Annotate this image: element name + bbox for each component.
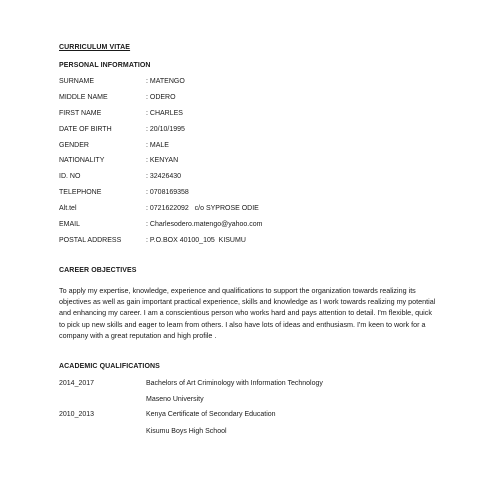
field-value-date-of-birth: : 20/10/1995 (146, 126, 185, 133)
field-value-telephone: : 0708169358 (146, 189, 189, 196)
field-label-postal-address: POSTAL ADDRESS (59, 237, 122, 244)
field-value-nationality: : KENYAN (146, 157, 179, 164)
field-label-middle-name: MIDDLE NAME (59, 94, 108, 101)
field-value-postal-address: : P.O.BOX 40100_105 KISUMU (146, 237, 246, 244)
field-value-email: : Charlesodero.matengo@yahoo.com (146, 221, 263, 228)
personal-info-heading: PERSONAL INFORMATION (59, 62, 151, 69)
field-label-email: EMAIL (59, 221, 81, 228)
field-label-id-no: ID. NO (59, 173, 81, 180)
field-value-id-no: : 32426430 (146, 173, 182, 180)
field-value-alt-tel: : 0721622092 c/o SYPROSE ODIE (146, 205, 259, 212)
academic-period: 2014_2017 (59, 380, 95, 387)
field-label-telephone: TELEPHONE (59, 189, 102, 196)
academic-institution: Maseno University (146, 396, 204, 403)
field-label-first-name: FIRST NAME (59, 110, 102, 117)
academic-institution: Kisumu Boys High School (146, 428, 227, 435)
field-value-first-name: : CHARLES (146, 110, 183, 117)
field-value-middle-name: : ODERO (146, 94, 176, 101)
academic-qualifications-heading: ACADEMIC QUALIFICATIONS (59, 363, 160, 370)
field-label-nationality: NATIONALITY (59, 157, 105, 164)
field-value-gender: : MALE (146, 142, 169, 149)
field-label-date-of-birth: DATE OF BIRTH (59, 126, 112, 133)
field-value-surname: : MATENGO (146, 78, 185, 85)
academic-period: 2010_2013 (59, 411, 95, 418)
career-objectives-heading: CAREER OBJECTIVES (59, 267, 137, 274)
document-title: CURRICULUM VITAE (59, 44, 131, 51)
academic-qualification: Bachelors of Art Criminology with Information Technology (146, 380, 323, 387)
field-label-surname: SURNAME (59, 78, 95, 85)
field-label-alt-tel: Alt.tel (59, 205, 77, 212)
career-objectives-text: To apply my expertise, knowledge, experience and qualifications to support the organization towards realizing its objectives as well as gain important practical experience, skills and knowledge as I work towards realizing my potential and enhancing my career. I am a conscientious person who works hard and pays attention to detail. I'm flexible, quick to pick up new skills and eager to learn from others. I also have lots of ideas and enthusiasm. I'm keen to work for a company with a great reputation and high profile . (59, 286, 436, 340)
field-label-gender: GENDER (59, 142, 89, 149)
academic-qualification: Kenya Certificate of Secondary Education (146, 411, 276, 418)
